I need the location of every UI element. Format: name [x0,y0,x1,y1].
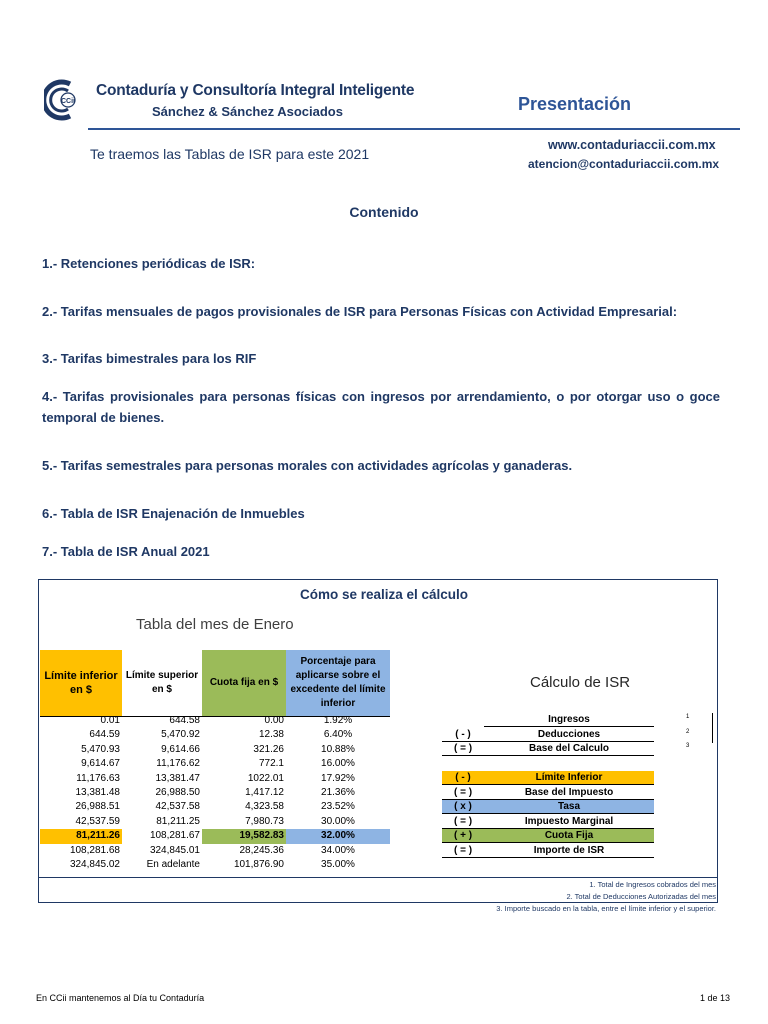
toc-item-4: 4.- Tarifas provisionales para personas físicas con ingresos por arrendamiento, o por otorgar uso o goce temporal de bienes. [42,389,720,425]
step-label: Deducciones [484,728,654,742]
table-cell: 644.59 [89,729,120,741]
table-cell: 321.26 [253,743,284,755]
table-cell: 101,876.90 [233,859,284,870]
table-cell: 12.38 [258,729,284,741]
table-cell: 108,281.67 [149,830,200,842]
email-link[interactable]: atencion@contaduriaccii.com.mx [528,157,720,171]
table-cell: 0.01 [100,715,120,726]
table-cell: 42,537.58 [155,801,200,813]
footnote-3: 3. Importe buscado en la tabla, entre el límite inferior y el superior. [496,904,716,913]
table-cell: 17.92% [321,772,355,784]
table-cell: 4,323.58 [245,801,284,813]
toc-item-2: 2.- Tarifas mensuales de pagos provisionales de ISR para Personas Físicas con Actividad Empresarial: [42,304,678,319]
table-cell: 5,470.92 [161,729,200,741]
table-cell: 324,845.02 [69,859,120,870]
step-label: Impuesto Marginal [484,815,654,829]
step-label: Ingresos [484,713,654,727]
table-cell: 21.36% [321,787,355,798]
table-cell: 16.00% [321,758,355,770]
step-label: Importe de ISR [484,844,654,858]
footer-slogan: En CCii mantenemos al Día tu Contaduría [36,993,205,1003]
step-operator [442,713,484,727]
table-cell: 26,988.51 [75,801,120,813]
contents-heading: Contenido [349,204,419,220]
step-label: Base del Calculo [484,742,654,756]
table-cell: 11,176.62 [156,758,200,770]
step-operator: ( = ) [442,786,484,800]
step-operator: ( = ) [442,844,484,858]
table-cell: 1022.01 [247,772,284,784]
table-cell: 772.1 [258,758,284,770]
step-operator: ( - ) [442,771,484,785]
table-cell: 11,176.63 [76,772,120,784]
table-cell: En adelante [146,859,200,870]
table-cell: 644.58 [169,715,200,726]
calculation-title: Cómo se realiza el cálculo [299,587,469,602]
col-header-upper-limit: Límite superior en $ [125,670,199,695]
footnote-2: 2. Total de Deducciones Autorizadas del mes [566,892,716,901]
website-link[interactable]: www.contaduriaccii.com.mx [548,138,716,152]
table-cell: 26,988.50 [155,787,200,798]
table-cell: 35.00% [321,859,355,870]
table-cell: 28,245.36 [239,844,284,856]
step-operator: ( + ) [442,829,484,843]
step-label: Límite Inferior [484,771,654,785]
table-cell: 23.52% [321,801,355,813]
col-header-fixed-fee: Cuota fija en $ [202,650,286,716]
table-cell: 42,537.59 [75,815,120,827]
table-cell: 9,614.66 [161,743,200,755]
step-label: Tasa [484,800,654,814]
step-note-ref: 1 [686,714,690,720]
rate-table-title: Tabla del mes de Enero [136,616,294,633]
toc-item-3: 3.- Tarifas bimestrales para los RIF [42,351,257,366]
step-note-ref: 3 [686,743,690,749]
notes-bracket [712,713,713,743]
table-cell: 13,381.48 [75,787,120,798]
step-operator: ( = ) [442,742,484,756]
table-cell: 81,211.26 [40,829,122,843]
table-cell: 30.00% [321,815,355,827]
table-cell: 1,417.12 [245,787,284,798]
table-cell: 324,845.01 [149,844,200,856]
section-title: Presentación [518,94,632,114]
company-subtitle: Sánchez & Sánchez Asociados [152,104,343,119]
page-number: 1 de 13 [700,993,731,1003]
table-cell: 108,281.68 [69,844,120,856]
col-header-percentage: Porcentaje para aplicarse sobre el excedente del límite inferior [286,650,390,716]
col-header-lower-limit: Límite inferior en $ [40,650,122,716]
footnote-1: 1. Total de Ingresos cobrados del mes [589,880,716,889]
table-cell: 1.92% [323,715,353,726]
table-cell: 5,470.93 [81,743,120,755]
toc-item-6: 6.- Tabla de ISR Enajenación de Inmuebles [42,506,305,521]
table-cell: 34.00% [321,844,355,856]
footnotes-divider [38,877,718,878]
toc-item-5: 5.- Tarifas semestrales para personas morales con actividades agrícolas y ganaderas. [42,458,573,473]
company-name: Contaduría y Consultoría Integral Inteligente [96,82,415,99]
logo-mark-text: CCii [61,98,75,105]
table-cell: 19,582.83 [202,829,286,843]
table-cell: 9,614.67 [81,758,120,770]
step-note-ref: 2 [686,729,690,735]
table-cell: 7,980.73 [245,815,284,827]
step-label: Base del Impuesto [484,786,654,800]
tagline: Te traemos las Tablas de ISR para este 2021 [90,146,370,162]
step-label: Cuota Fija [484,829,654,843]
table-cell: 6.40% [323,729,353,741]
toc-item-1: 1.- Retenciones periódicas de ISR: [42,256,256,271]
table-cell: 81,211.25 [156,815,200,827]
table-cell: 13,381.47 [155,772,200,784]
isr-calculation-title: Cálculo de ISR [530,674,631,691]
step-operator: ( x ) [442,800,484,814]
table-cell: 0.00 [264,715,284,726]
step-operator: ( - ) [442,728,484,742]
step-operator: ( = ) [442,815,484,829]
table-cell: 10.88% [321,743,355,755]
ccii-logo [44,78,80,122]
table-cell: 32.00% [286,829,390,843]
toc-item-7: 7.- Tabla de ISR Anual 2021 [42,544,210,559]
header-divider [88,128,740,130]
